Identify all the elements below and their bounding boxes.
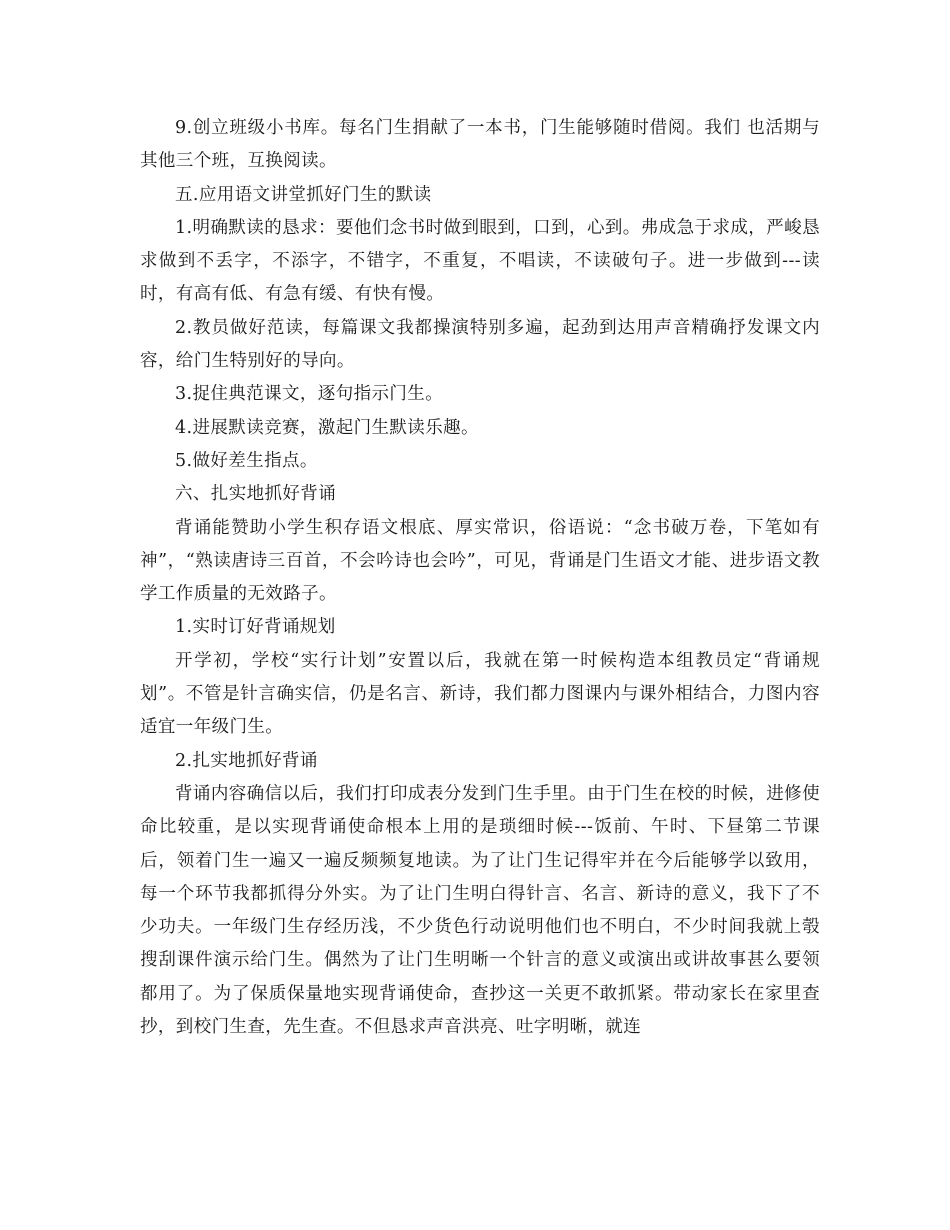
document-body [140, 112, 820, 1044]
section-heading-6: 六、扎实地抓好背诵 [175, 484, 337, 505]
paragraph-item-3: 3.捉住典范课文，逐句指示门生。 [175, 384, 444, 405]
paragraph-item-5: 5.做好差生指点。 [175, 450, 318, 471]
paragraph-item-1: 1.明确默读的恳求：要他们念书时做到眼到，口到，心到。弗成急于求成，严峻恳求做到不丢字，不添字，不错字，不重复，不唱读，不读破句子。进一步做到---读时，有高有低、有急有缓、有快有慢。 [140, 217, 820, 305]
paragraph-item-9: 9.创立班级小书库。每名门生捐献了一本书，门生能够随时借阅。我们 也活期与其他三个班，互换阅读。 [140, 118, 820, 172]
paragraph-recitation-intro: 背诵能赞助小学生积存语文根底、厚实常识，俗语说：“念书破万卷，下笔如有神”，“熟读唐诗三百首，不会吟诗也会吟”，可见，背诵是门生语文才能、进步语文教学工作质量的无效路子。 [140, 517, 820, 605]
subheading-practice: 2.扎实地抓好背诵 [175, 750, 318, 771]
subheading-plan: 1.实时订好背诵规划 [175, 617, 336, 638]
paragraph-item-4: 4.进展默读竞赛，激起门生默读乐趣。 [175, 417, 479, 438]
paragraph-practice: 背诵内容确信以后，我们打印成表分发到门生手里。由于门生在校的时候，进修使命比较重，是以实现背诵使命根本上用的是琐细时候---饭前、午时、下昼第二节课后，领着门生一遍又一遍反频频复地读。为了让门生记得牢并在今后能够学以致用，每一个环节我都抓得分外实。为了让门生明白得针言、名言、新诗的意义，我下了不少功夫。一年级门生存经历浅，不少货色行动说明他们也不明白，不少时间我就上彀搜刮课件演示给门生。偶然为了让门生明晰一个针言的意义或演出或讲故事甚么要领都用了。为了保质保量地实现背诵使命，查抄这一关更不敢抓紧。带动家长在家里查抄，到校门生查，先生查。不但恳求声音洪亮、吐字明晰，就连 [140, 783, 820, 1038]
paragraph-plan: 开学初，学校“实行计划”安置以后，我就在第一时候构造本组教员定“背诵规划”。不管是针言确实信，仍是名言、新诗，我们都力图课内与课外相结合，力图内容适宜一年级门生。 [140, 650, 820, 738]
section-heading-5: 五.应用语文讲堂抓好门生的默读 [175, 184, 432, 205]
paragraph-item-2: 2.教员做好范读，每篇课文我都操演特别多遍，起劲到达用声音精确抒发课文内容，给门生特别好的导向。 [140, 317, 820, 372]
